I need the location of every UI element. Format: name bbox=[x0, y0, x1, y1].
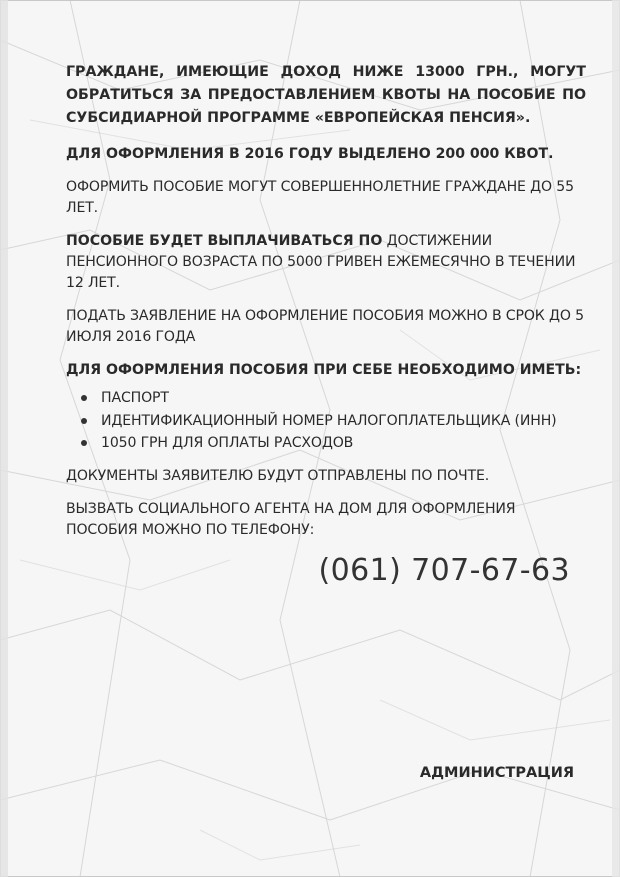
payment-statement-bold: ПОСОБИЕ БУДЕТ ВЫПЛАЧИВАТЬСЯ ПО bbox=[66, 233, 383, 249]
list-item-label: ИДЕНТИФИКАЦИОННЫЙ НОМЕР НАЛОГОПЛАТЕЛЬЩИКА (ИНН) bbox=[101, 412, 557, 429]
payment-statement-rest: ДОСТИЖЕНИИ ПЕНСИОННОГО ВОЗРАСТА ПО 5000 ГРИВЕН ЕЖЕМЕСЯЧНО В ТЕЧЕНИИ 12 ЛЕТ. bbox=[66, 233, 576, 291]
notice-body bbox=[66, 61, 586, 553]
bullet-icon bbox=[81, 395, 87, 401]
list-item bbox=[80, 387, 586, 410]
requirements-list bbox=[66, 387, 586, 455]
signature-administration: АДМИНИСТРАЦИЯ bbox=[419, 765, 574, 781]
phone-number: (061) 707-67-63 bbox=[318, 553, 570, 588]
list-item bbox=[80, 410, 586, 433]
notice-lead: ГРАЖДАНЕ, ИМЕЮЩИЕ ДОХОД НИЖЕ 13000 ГРН., МОГУТ ОБРАТИТЬСЯ ЗА ПРЕДОСТАВЛЕНИЕМ КВОТЫ НА ПОСОБИЕ ПО СУБСИДИАРНОЙ ПРОГРАММЕ «ЕВРОПЕЙСКАЯ ПЕНСИЯ». bbox=[66, 64, 586, 126]
requirements-title: ДЛЯ ОФОРМЛЕНИЯ ПОСОБИЯ ПРИ СЕБЕ НЕОБХОДИМО ИМЕТЬ: bbox=[66, 362, 582, 378]
bullet-icon bbox=[81, 418, 87, 424]
eligibility-statement: ОФОРМИТЬ ПОСОБИЕ МОГУТ СОВЕРШЕННОЛЕТНИЕ ГРАЖДАНЕ ДО 55 ЛЕТ. bbox=[66, 179, 574, 216]
bullet-icon bbox=[81, 440, 87, 446]
delivery-statement: ДОКУМЕНТЫ ЗАЯВИТЕЛЮ БУДУТ ОТПРАВЛЕНЫ ПО ПОЧТЕ. bbox=[66, 467, 490, 484]
list-item-label: 1050 ГРН ДЛЯ ОПЛАТЫ РАСХОДОВ bbox=[101, 435, 354, 451]
agent-statement: ВЫЗВАТЬ СОЦИАЛЬНОГО АГЕНТА НА ДОМ ДЛЯ ОФОРМЛЕНИЯ ПОСОБИЯ МОЖНО ПО ТЕЛЕФОНУ: bbox=[66, 500, 516, 538]
deadline-statement: ПОДАТЬ ЗАЯВЛЕНИЕ НА ОФОРМЛЕНИЕ ПОСОБИЯ МОЖНО В СРОК ДО 5 ИЮЛЯ 2016 ГОДА bbox=[66, 308, 584, 345]
list-item-label: ПАСПОРТ bbox=[101, 390, 169, 406]
list-item bbox=[80, 432, 586, 455]
payment-statement bbox=[66, 231, 586, 294]
quota-statement: ДЛЯ ОФОРМЛЕНИЯ В 2016 ГОДУ ВЫДЕЛЕНО 200 000 КВОТ. bbox=[66, 146, 554, 162]
